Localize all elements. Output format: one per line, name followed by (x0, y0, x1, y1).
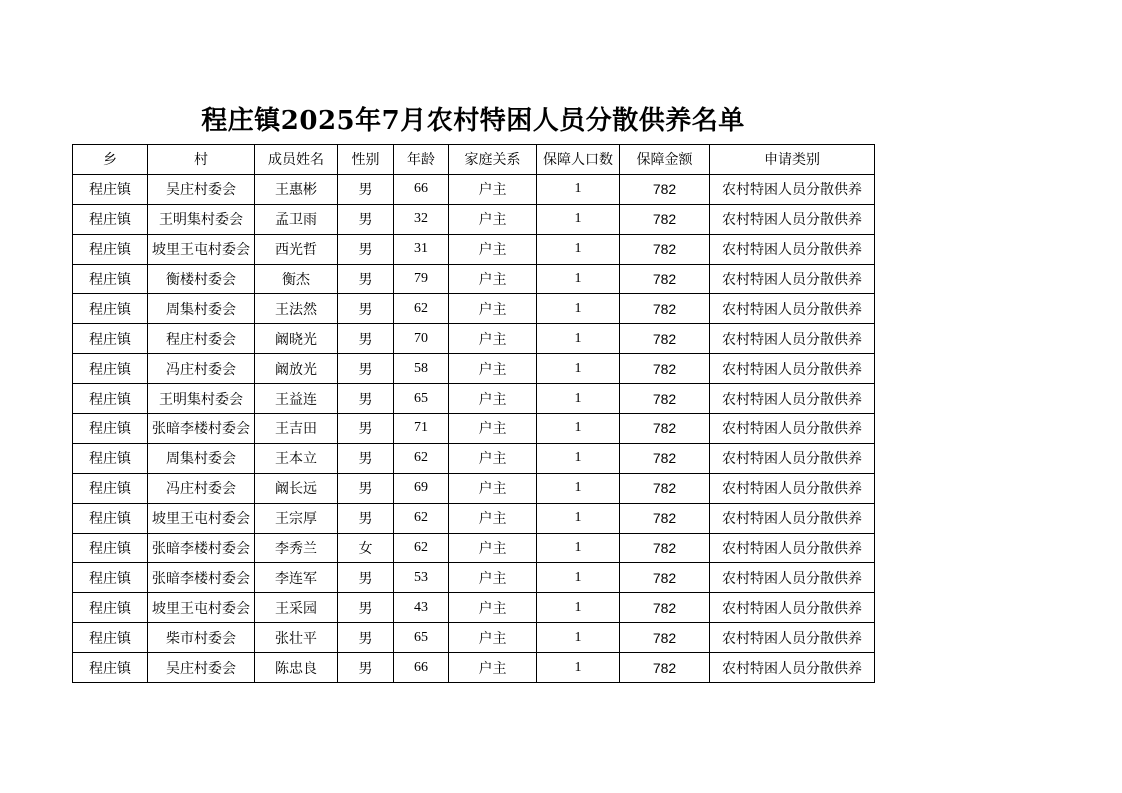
cell-gender: 男 (338, 354, 394, 384)
cell-gender: 男 (338, 503, 394, 533)
cell-family-relation: 户主 (449, 264, 537, 294)
cell-village: 坡里王屯村委会 (148, 234, 255, 264)
cell-application-type: 农村特困人员分散供养 (710, 354, 875, 384)
header-family-relation: 家庭关系 (449, 145, 537, 175)
cell-village: 衡楼村委会 (148, 264, 255, 294)
header-covered-persons: 保障人口数 (537, 145, 620, 175)
cell-subsidy-amount: 782 (620, 443, 710, 473)
header-subsidy-amount: 保障金额 (620, 145, 710, 175)
cell-covered-persons: 1 (537, 234, 620, 264)
table-row (73, 414, 875, 444)
cell-covered-persons: 1 (537, 473, 620, 503)
header-application-type: 申请类别 (710, 145, 875, 175)
cell-subsidy-amount: 782 (620, 533, 710, 563)
cell-age: 66 (394, 653, 449, 683)
cell-gender: 男 (338, 294, 394, 324)
cell-age: 66 (394, 174, 449, 204)
page-title: 程庄镇2025年7月农村特困人员分散供养名单 (201, 106, 745, 136)
cell-covered-persons: 1 (537, 174, 620, 204)
cell-age: 58 (394, 354, 449, 384)
cell-covered-persons: 1 (537, 414, 620, 444)
cell-covered-persons: 1 (537, 384, 620, 414)
cell-age: 65 (394, 623, 449, 653)
cell-subsidy-amount: 782 (620, 593, 710, 623)
cell-age: 62 (394, 533, 449, 563)
cell-village: 王明集村委会 (148, 384, 255, 414)
cell-application-type: 农村特困人员分散供养 (710, 204, 875, 234)
cell-family-relation: 户主 (449, 533, 537, 563)
roster-table (72, 144, 875, 683)
cell-application-type: 农村特困人员分散供养 (710, 473, 875, 503)
cell-township: 程庄镇 (73, 264, 148, 294)
cell-gender: 女 (338, 533, 394, 563)
cell-application-type: 农村特困人员分散供养 (710, 324, 875, 354)
cell-covered-persons: 1 (537, 324, 620, 354)
cell-subsidy-amount: 782 (620, 384, 710, 414)
header-row (73, 145, 875, 175)
cell-gender: 男 (338, 653, 394, 683)
cell-family-relation: 户主 (449, 294, 537, 324)
cell-gender: 男 (338, 414, 394, 444)
cell-member-name: 李秀兰 (255, 533, 338, 563)
cell-member-name: 张壮平 (255, 623, 338, 653)
cell-village: 吴庄村委会 (148, 653, 255, 683)
cell-member-name: 王宗厚 (255, 503, 338, 533)
cell-township: 程庄镇 (73, 234, 148, 264)
cell-family-relation: 户主 (449, 653, 537, 683)
table-row (73, 264, 875, 294)
cell-member-name: 西光哲 (255, 234, 338, 264)
cell-village: 张暗李楼村委会 (148, 563, 255, 593)
cell-covered-persons: 1 (537, 204, 620, 234)
cell-gender: 男 (338, 623, 394, 653)
cell-member-name: 孟卫雨 (255, 204, 338, 234)
cell-subsidy-amount: 782 (620, 414, 710, 444)
cell-family-relation: 户主 (449, 503, 537, 533)
cell-age: 32 (394, 204, 449, 234)
cell-family-relation: 户主 (449, 174, 537, 204)
cell-township: 程庄镇 (73, 414, 148, 444)
cell-family-relation: 户主 (449, 384, 537, 414)
cell-township: 程庄镇 (73, 623, 148, 653)
cell-family-relation: 户主 (449, 593, 537, 623)
cell-township: 程庄镇 (73, 503, 148, 533)
cell-gender: 男 (338, 563, 394, 593)
cell-gender: 男 (338, 593, 394, 623)
cell-age: 62 (394, 443, 449, 473)
cell-covered-persons: 1 (537, 294, 620, 324)
cell-application-type: 农村特困人员分散供养 (710, 503, 875, 533)
cell-age: 53 (394, 563, 449, 593)
cell-village: 张暗李楼村委会 (148, 533, 255, 563)
cell-covered-persons: 1 (537, 653, 620, 683)
cell-gender: 男 (338, 384, 394, 414)
cell-family-relation: 户主 (449, 563, 537, 593)
header-village: 村 (148, 145, 255, 175)
cell-subsidy-amount: 782 (620, 234, 710, 264)
cell-application-type: 农村特困人员分散供养 (710, 623, 875, 653)
cell-family-relation: 户主 (449, 443, 537, 473)
cell-village: 坡里王屯村委会 (148, 593, 255, 623)
cell-family-relation: 户主 (449, 473, 537, 503)
table-row (73, 384, 875, 414)
cell-subsidy-amount: 782 (620, 563, 710, 593)
table-row (73, 324, 875, 354)
cell-subsidy-amount: 782 (620, 174, 710, 204)
cell-application-type: 农村特困人员分散供养 (710, 234, 875, 264)
cell-application-type: 农村特困人员分散供养 (710, 294, 875, 324)
header-member-name: 成员姓名 (255, 145, 338, 175)
cell-family-relation: 户主 (449, 204, 537, 234)
cell-township: 程庄镇 (73, 593, 148, 623)
table-row (73, 354, 875, 384)
table-row (73, 653, 875, 683)
cell-covered-persons: 1 (537, 593, 620, 623)
cell-covered-persons: 1 (537, 533, 620, 563)
cell-township: 程庄镇 (73, 533, 148, 563)
cell-member-name: 陈忠良 (255, 653, 338, 683)
cell-gender: 男 (338, 204, 394, 234)
cell-age: 62 (394, 503, 449, 533)
cell-age: 79 (394, 264, 449, 294)
cell-member-name: 王法然 (255, 294, 338, 324)
cell-village: 程庄村委会 (148, 324, 255, 354)
cell-covered-persons: 1 (537, 354, 620, 384)
cell-gender: 男 (338, 443, 394, 473)
cell-village: 吴庄村委会 (148, 174, 255, 204)
cell-gender: 男 (338, 473, 394, 503)
cell-subsidy-amount: 782 (620, 473, 710, 503)
cell-age: 71 (394, 414, 449, 444)
cell-covered-persons: 1 (537, 264, 620, 294)
header-gender: 性别 (338, 145, 394, 175)
cell-member-name: 王采园 (255, 593, 338, 623)
cell-application-type: 农村特困人员分散供养 (710, 593, 875, 623)
cell-member-name: 衡杰 (255, 264, 338, 294)
cell-application-type: 农村特困人员分散供养 (710, 443, 875, 473)
cell-family-relation: 户主 (449, 414, 537, 444)
cell-covered-persons: 1 (537, 623, 620, 653)
cell-family-relation: 户主 (449, 234, 537, 264)
header-township: 乡 (73, 145, 148, 175)
table-row (73, 294, 875, 324)
cell-township: 程庄镇 (73, 563, 148, 593)
cell-family-relation: 户主 (449, 354, 537, 384)
cell-subsidy-amount: 782 (620, 623, 710, 653)
table-row (73, 234, 875, 264)
cell-gender: 男 (338, 234, 394, 264)
cell-subsidy-amount: 782 (620, 324, 710, 354)
cell-township: 程庄镇 (73, 384, 148, 414)
cell-application-type: 农村特困人员分散供养 (710, 384, 875, 414)
cell-township: 程庄镇 (73, 473, 148, 503)
cell-age: 65 (394, 384, 449, 414)
cell-application-type: 农村特困人员分散供养 (710, 533, 875, 563)
cell-village: 冯庄村委会 (148, 354, 255, 384)
cell-application-type: 农村特困人员分散供养 (710, 653, 875, 683)
cell-subsidy-amount: 782 (620, 354, 710, 384)
cell-age: 43 (394, 593, 449, 623)
cell-covered-persons: 1 (537, 563, 620, 593)
cell-member-name: 阚放光 (255, 354, 338, 384)
cell-member-name: 阚晓光 (255, 324, 338, 354)
cell-family-relation: 户主 (449, 623, 537, 653)
cell-township: 程庄镇 (73, 653, 148, 683)
cell-gender: 男 (338, 324, 394, 354)
cell-application-type: 农村特困人员分散供养 (710, 264, 875, 294)
table-row (73, 623, 875, 653)
cell-family-relation: 户主 (449, 324, 537, 354)
cell-village: 张暗李楼村委会 (148, 414, 255, 444)
cell-age: 69 (394, 473, 449, 503)
table-row (73, 533, 875, 563)
cell-application-type: 农村特困人员分散供养 (710, 563, 875, 593)
cell-age: 62 (394, 294, 449, 324)
table-row (73, 503, 875, 533)
cell-gender: 男 (338, 174, 394, 204)
cell-member-name: 李连军 (255, 563, 338, 593)
cell-township: 程庄镇 (73, 174, 148, 204)
table-row (73, 204, 875, 234)
cell-village: 王明集村委会 (148, 204, 255, 234)
cell-subsidy-amount: 782 (620, 503, 710, 533)
cell-member-name: 王本立 (255, 443, 338, 473)
cell-covered-persons: 1 (537, 503, 620, 533)
cell-covered-persons: 1 (537, 443, 620, 473)
cell-application-type: 农村特困人员分散供养 (710, 174, 875, 204)
cell-village: 柴市村委会 (148, 623, 255, 653)
table-body (73, 174, 875, 682)
cell-subsidy-amount: 782 (620, 264, 710, 294)
cell-township: 程庄镇 (73, 324, 148, 354)
cell-township: 程庄镇 (73, 294, 148, 324)
cell-village: 周集村委会 (148, 294, 255, 324)
table-row (73, 593, 875, 623)
table-row (73, 473, 875, 503)
header-age: 年龄 (394, 145, 449, 175)
cell-gender: 男 (338, 264, 394, 294)
cell-village: 冯庄村委会 (148, 473, 255, 503)
cell-township: 程庄镇 (73, 443, 148, 473)
cell-subsidy-amount: 782 (620, 204, 710, 234)
table-row (73, 174, 875, 204)
cell-village: 周集村委会 (148, 443, 255, 473)
cell-age: 31 (394, 234, 449, 264)
cell-member-name: 王益连 (255, 384, 338, 414)
table-row (73, 563, 875, 593)
cell-member-name: 阚长远 (255, 473, 338, 503)
table-row (73, 443, 875, 473)
cell-subsidy-amount: 782 (620, 294, 710, 324)
cell-member-name: 王惠彬 (255, 174, 338, 204)
cell-township: 程庄镇 (73, 354, 148, 384)
cell-application-type: 农村特困人员分散供养 (710, 414, 875, 444)
cell-member-name: 王吉田 (255, 414, 338, 444)
cell-subsidy-amount: 782 (620, 653, 710, 683)
cell-village: 坡里王屯村委会 (148, 503, 255, 533)
cell-township: 程庄镇 (73, 204, 148, 234)
cell-age: 70 (394, 324, 449, 354)
